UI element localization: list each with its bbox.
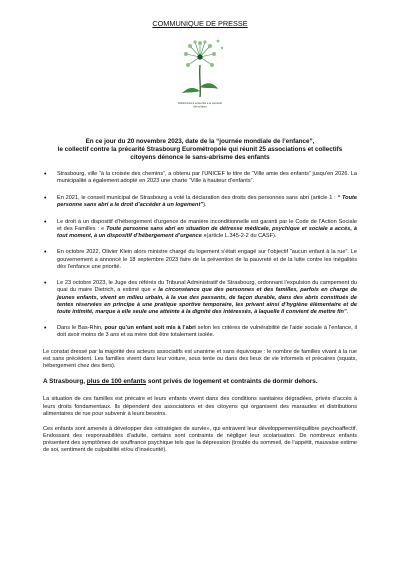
bullet-text-end: .	[346, 308, 349, 315]
bullet-bold: pour qu’un enfant soit mis à l’abri	[104, 325, 196, 332]
bullet-quote: “ Toute personne sans abri a le droit d’accéder à un logement”	[57, 194, 357, 208]
bullet-text-end: selon les critères de vulnérabilité de l’aide sociale à l’enfance, il doit avoir moins de 3 ans et sa mère doit être totalement isolée.	[57, 325, 357, 339]
list-item	[43, 325, 357, 339]
list-item	[43, 249, 357, 270]
intro-line-2: le collectif contre la précarité Strasbourg Eurométropole qui réunit 25 associations et collectifs	[57, 146, 343, 153]
document-title: COMMUNIQUE DE PRESSE	[152, 19, 248, 28]
intro-line-1: En ce jour du 20 novembre 2023, date de la “journée mondiale de l’enfance”,	[85, 138, 315, 145]
paragraph-constat: Le constat dressé par la majorité des acteurs associatifs est unanime et sans équivoque : le nombre de familles vivant à la rue est sans précédent. Les familles vivent dans leur voiture, sous tente ou dans des lieux de vie informels et précaires (squats, hébergement chez des tiers).	[43, 349, 357, 370]
bullet-text-end: ).	[203, 201, 207, 208]
list-item	[43, 195, 357, 209]
bullet-text: Strasbourg, ville “à la croisée des chemins”, a obtenu par l’UNICEF le titre de “Ville amie des enfants” jusqu’en 2026. La municipalité a également adopté en 2023 une charte “Ville à hauteur d’enfants”.	[57, 171, 357, 185]
bullet-text: Dans le Bas-Rhin,	[57, 325, 105, 332]
subheading-start: A Strasbourg,	[43, 378, 87, 386]
subheading-end: sont privés de logement et contraints de dormir dehors.	[146, 378, 318, 386]
bullet-quote: « Toute personne sans abri en situation de détresse médicale, psychique et sociale a accès, à tout moment, à un dispositif d’hébergement d’urgence »	[57, 225, 358, 239]
bullet-text: Le 23 octobre 2023, le Juge des référés du Tribunal Administratif de Strasbourg, ordonnant l’expulsion du campement du quai du maire Dietrich, a estimé que	[57, 280, 357, 294]
bullet-text: En octobre 2022, Olivier Klein alors ministre chargé du logement s’était engagé sur l’objectif “aucun enfant à la rue”. Le gouvernement a annoncé le 18 septembre 2023 faire de la prévention de la pauvreté et de la lutte contre les inégalités dès l’enfance une priorité.	[57, 249, 357, 270]
list-item	[43, 280, 357, 315]
bullet-quote: « la circonstance que des personnes et des familles, parfois en charge de jeunes enfants, vivent en milieu urbain, à la vue des passants, de façon durable, dans des abris constitués de tentes réservées en principe à une pratique sportive temporaire, les privant ainsi d’hygiène élémentaire et de toute intimité, marque à elle seule une atteinte à la dignité des intéressés, à laquelle il convient de mettre fin”	[57, 287, 357, 315]
svg-text:des enfants: des enfants	[193, 105, 207, 109]
dandelion-logo-icon	[170, 35, 230, 113]
paragraph-strategies: Ces enfants sont amenés à développer des «stratégies de survie», qui entravent leur développement/équilibre psychoaffectif. Endossant des responsabilités d’adulte, certains sont contraints de négliger leur scolarisation. De nombreux enfants présentent des symptômes de souffrance psychique tels que la dépression (trouble du sommeil, de l’appétit, mauvaise estime de soi, sentiment de culpabilité et/ou d’insécurité).	[43, 425, 357, 453]
svg-text:Réfléchissons ensemble à la pr: Réfléchissons ensemble à la précarité	[178, 102, 222, 105]
subheading-underlined: plus de 100 enfants	[86, 378, 147, 386]
list-item	[43, 171, 357, 185]
bullet-text-end: (article L.345-2-2 du CASF).	[206, 232, 277, 239]
bullet-text: En 2021, le conseil municipal de Strasbourg a voté la déclaration des droits des personnes sans abri (article 1 :	[57, 194, 338, 201]
paragraph-situation: La situation de ces familles est précaire et leurs enfants vivent dans des conditions sanitaires dégradées, privés d’accès à leurs droits fondamentaux. Ils dépendent des associations et des citoyens qui organisent des maraudes et distributions alimentaires de rue pour subvenir à leurs besoins.	[43, 396, 357, 417]
bullet-text: Le droit à un dispositif d’hébergement d’urgence de manière inconditionnelle est garanti par le Code de l’Action Sociale et des Familles :	[57, 218, 357, 232]
intro-line-3: citoyens dénonce le sans-abrisme des enfants	[130, 154, 270, 161]
list-item	[43, 219, 357, 240]
collective-logo	[170, 35, 230, 113]
facts-list	[43, 171, 357, 340]
intro-statement	[43, 138, 357, 162]
section-subheading	[43, 378, 357, 386]
